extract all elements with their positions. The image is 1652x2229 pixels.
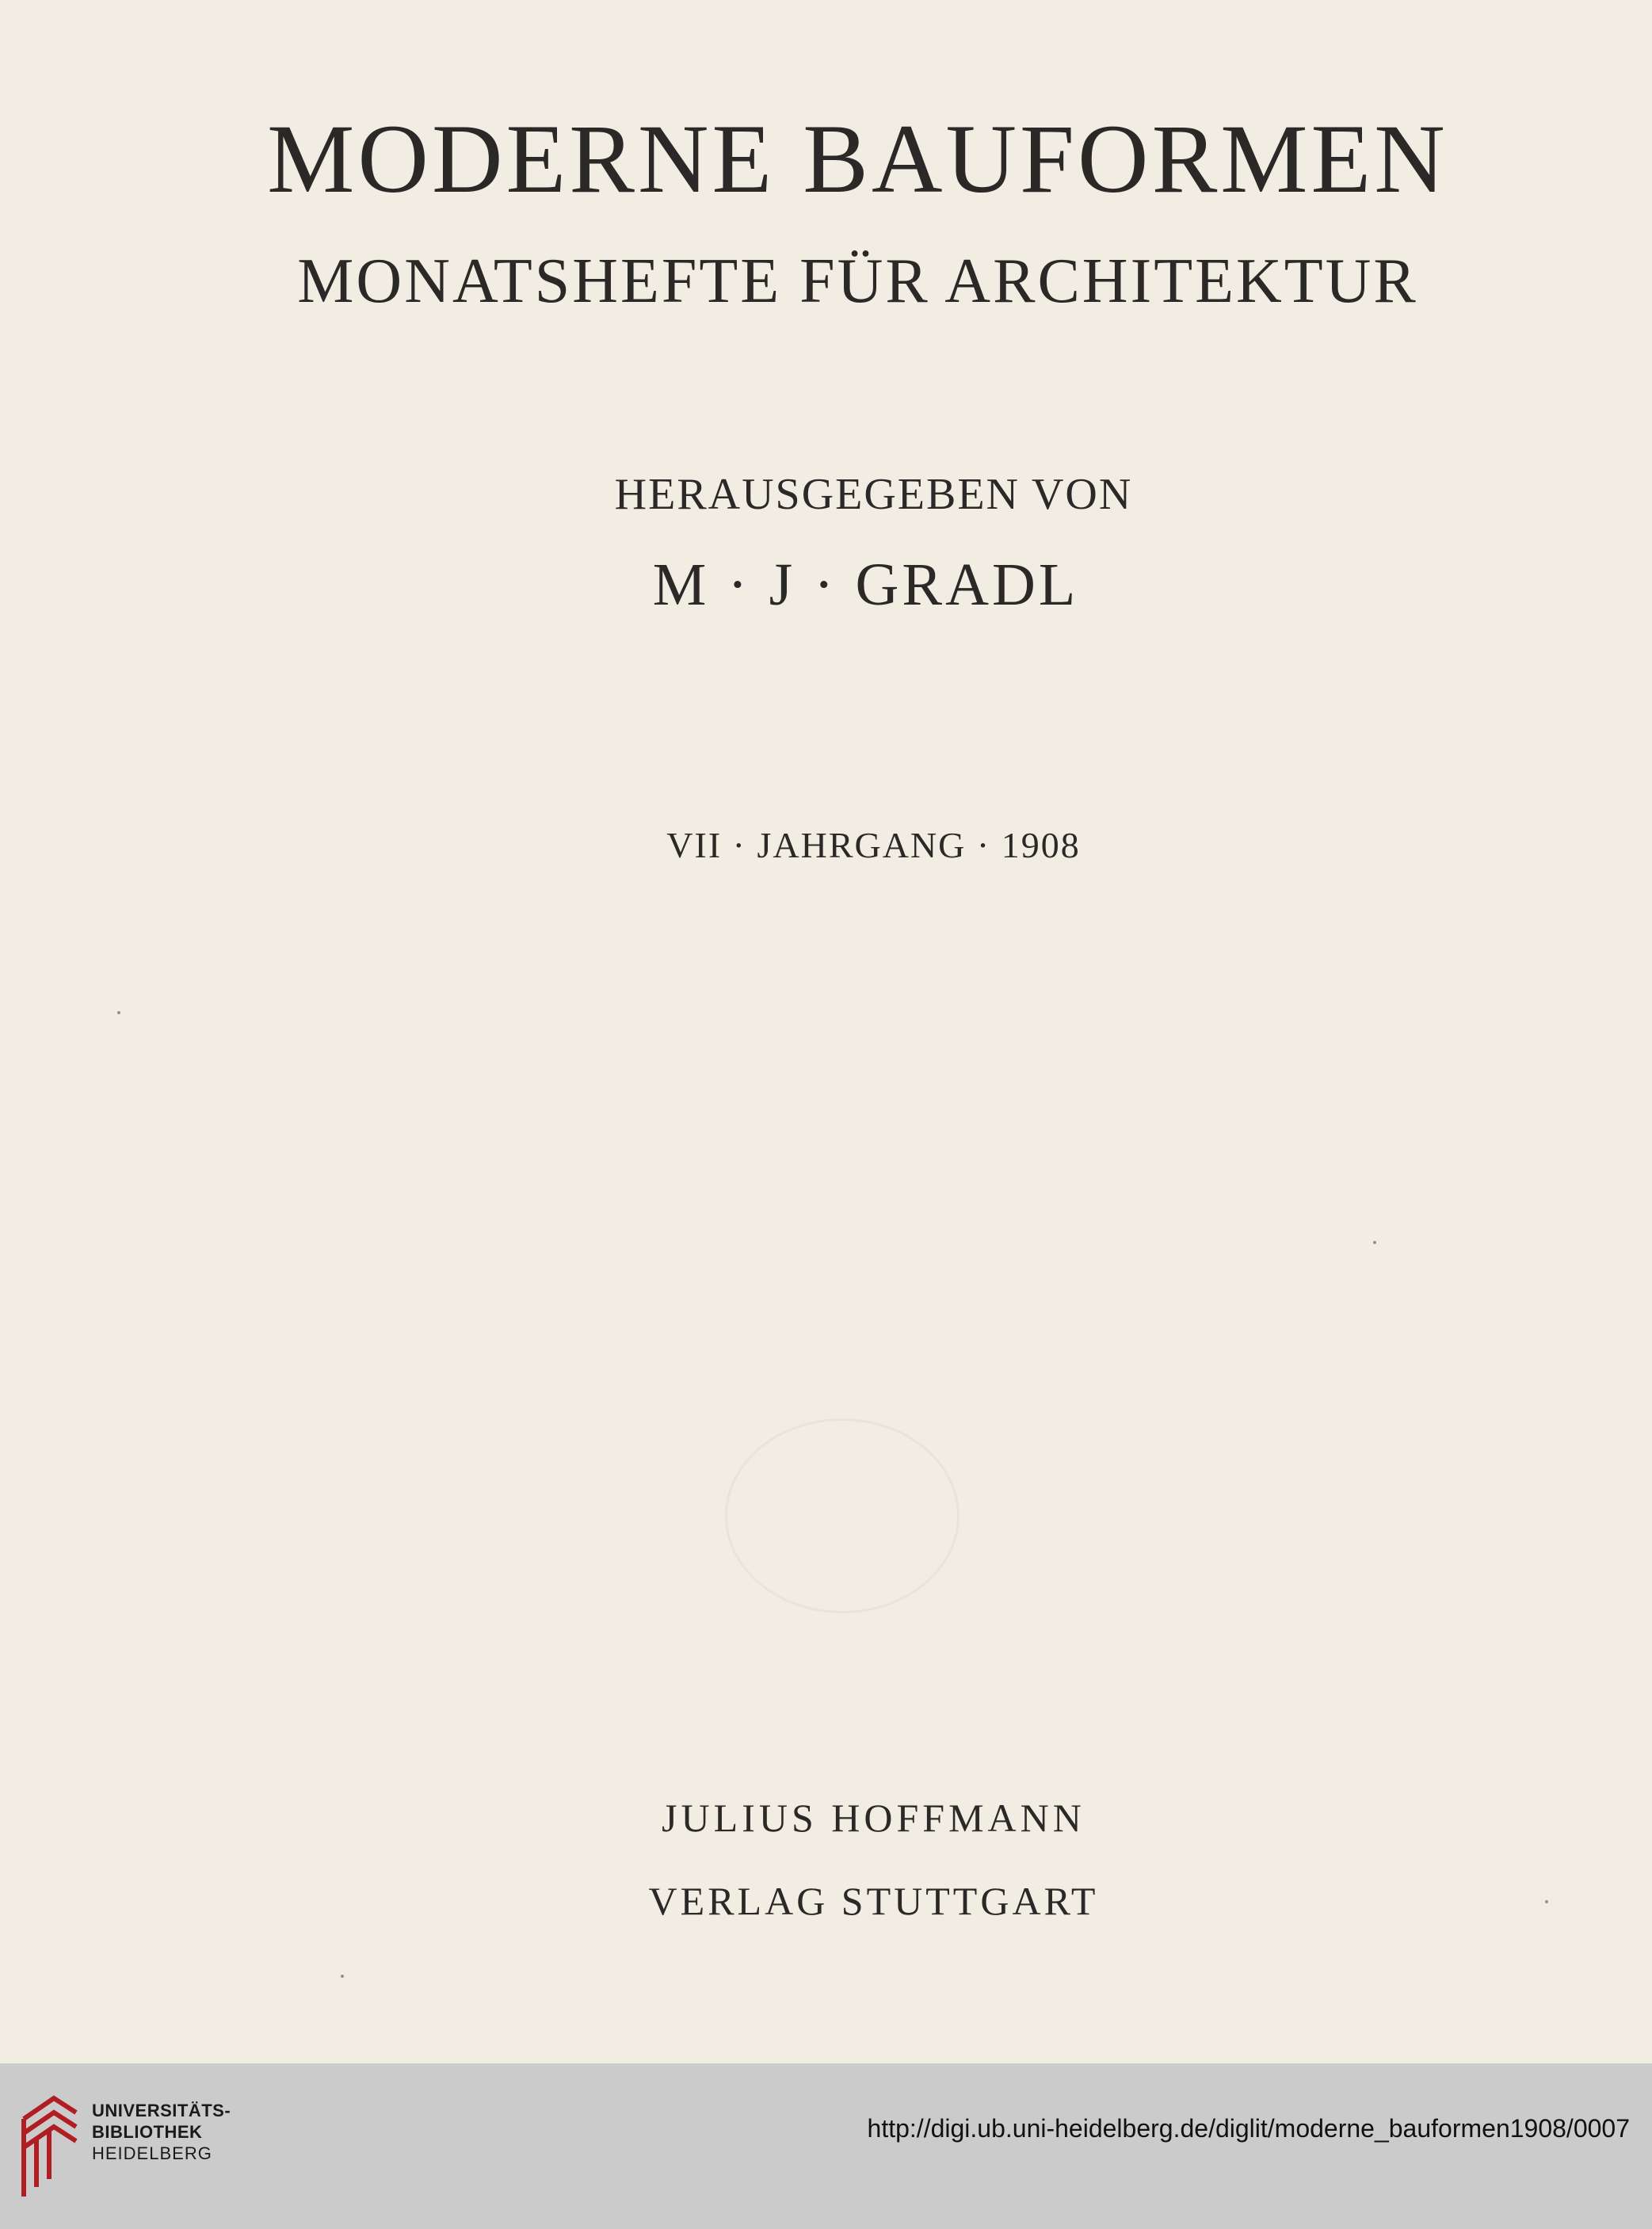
paper-speck	[117, 1011, 120, 1014]
volume-line: VII · JAHRGANG · 1908	[666, 825, 1081, 865]
library-name	[92, 2100, 231, 2164]
journal-title: MODERNE BAUFORMEN	[267, 105, 1448, 213]
publisher-location: VERLAG STUTTGART	[648, 1879, 1099, 1923]
library-name-line1: UNIVERSITÄTS-	[92, 2101, 231, 2120]
publisher-name: JULIUS HOFFMANN	[662, 1796, 1085, 1840]
library-name-line2: BIBLIOTHEK	[92, 2122, 203, 2142]
source-url-link[interactable]: http://digi.ub.uni-heidelberg.de/diglit/moderne_bauformen1908/0007	[867, 2114, 1630, 2143]
paper-speck	[1545, 1900, 1548, 1903]
paper-speck	[1373, 1241, 1376, 1244]
library-name-line3: HEIDELBERG	[92, 2143, 212, 2163]
editor-name: M · J · GRADL	[652, 552, 1079, 618]
paper-speck	[341, 1975, 344, 1978]
digitization-footer	[0, 2063, 1652, 2229]
editor-label: HERAUSGEGEBEN VON	[614, 470, 1133, 519]
faint-library-stamp	[725, 1418, 960, 1613]
journal-subtitle: MONATSHEFTE FÜR ARCHITEKTUR	[297, 246, 1418, 316]
library-logo-icon	[19, 2092, 82, 2203]
